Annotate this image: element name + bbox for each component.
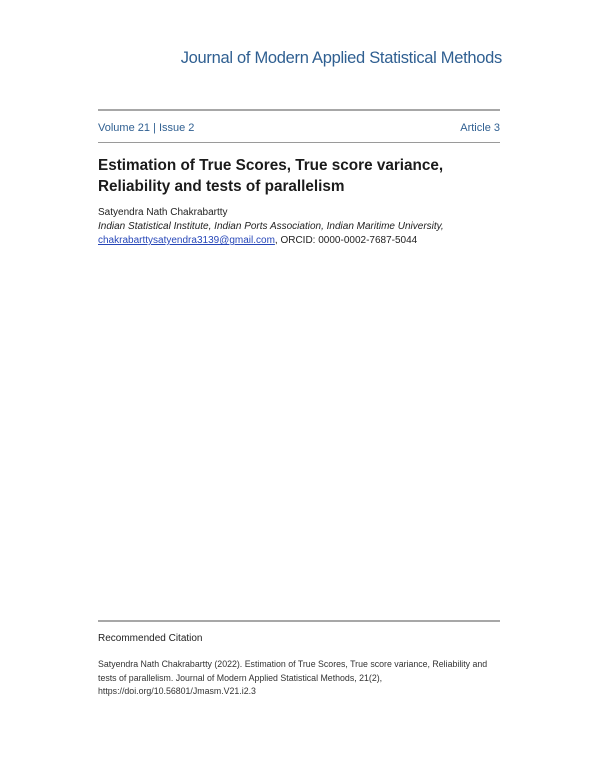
citation-divider <box>98 620 500 622</box>
author-affiliation: Indian Statistical Institute, Indian Ports Association, Indian Maritime University, <box>98 221 444 232</box>
issue-line <box>98 122 500 134</box>
author-contact <box>98 235 508 246</box>
journal-title: Journal of Modern Applied Statistical Methods <box>180 49 502 67</box>
volume-issue-link[interactable]: Volume 21 | Issue 2 <box>98 122 195 134</box>
header-divider <box>98 109 500 111</box>
paper-title: Estimation of True Scores, True score variance, Reliability and tests of parallelism <box>98 157 444 195</box>
citation-text: Satyendra Nath Chakrabartty (2022). Estimation of True Scores, True score variance, Reliability and tests of parallelism. Journal of Modern Applied Statistical Methods, 21(2), https://doi.org/10.56801/Jmasm.V21.i2.3 <box>98 659 488 696</box>
author-name: Satyendra Nath Chakrabartty <box>98 207 228 218</box>
email-link[interactable]: chakrabarttysatyendra3139@gmail.com <box>98 235 275 246</box>
orcid-text: , ORCID: 0000-0002-7687-5044 <box>274 235 418 246</box>
article-number: Article 3 <box>460 122 500 134</box>
issue-divider <box>98 142 500 143</box>
citation-heading: Recommended Citation <box>98 633 203 644</box>
